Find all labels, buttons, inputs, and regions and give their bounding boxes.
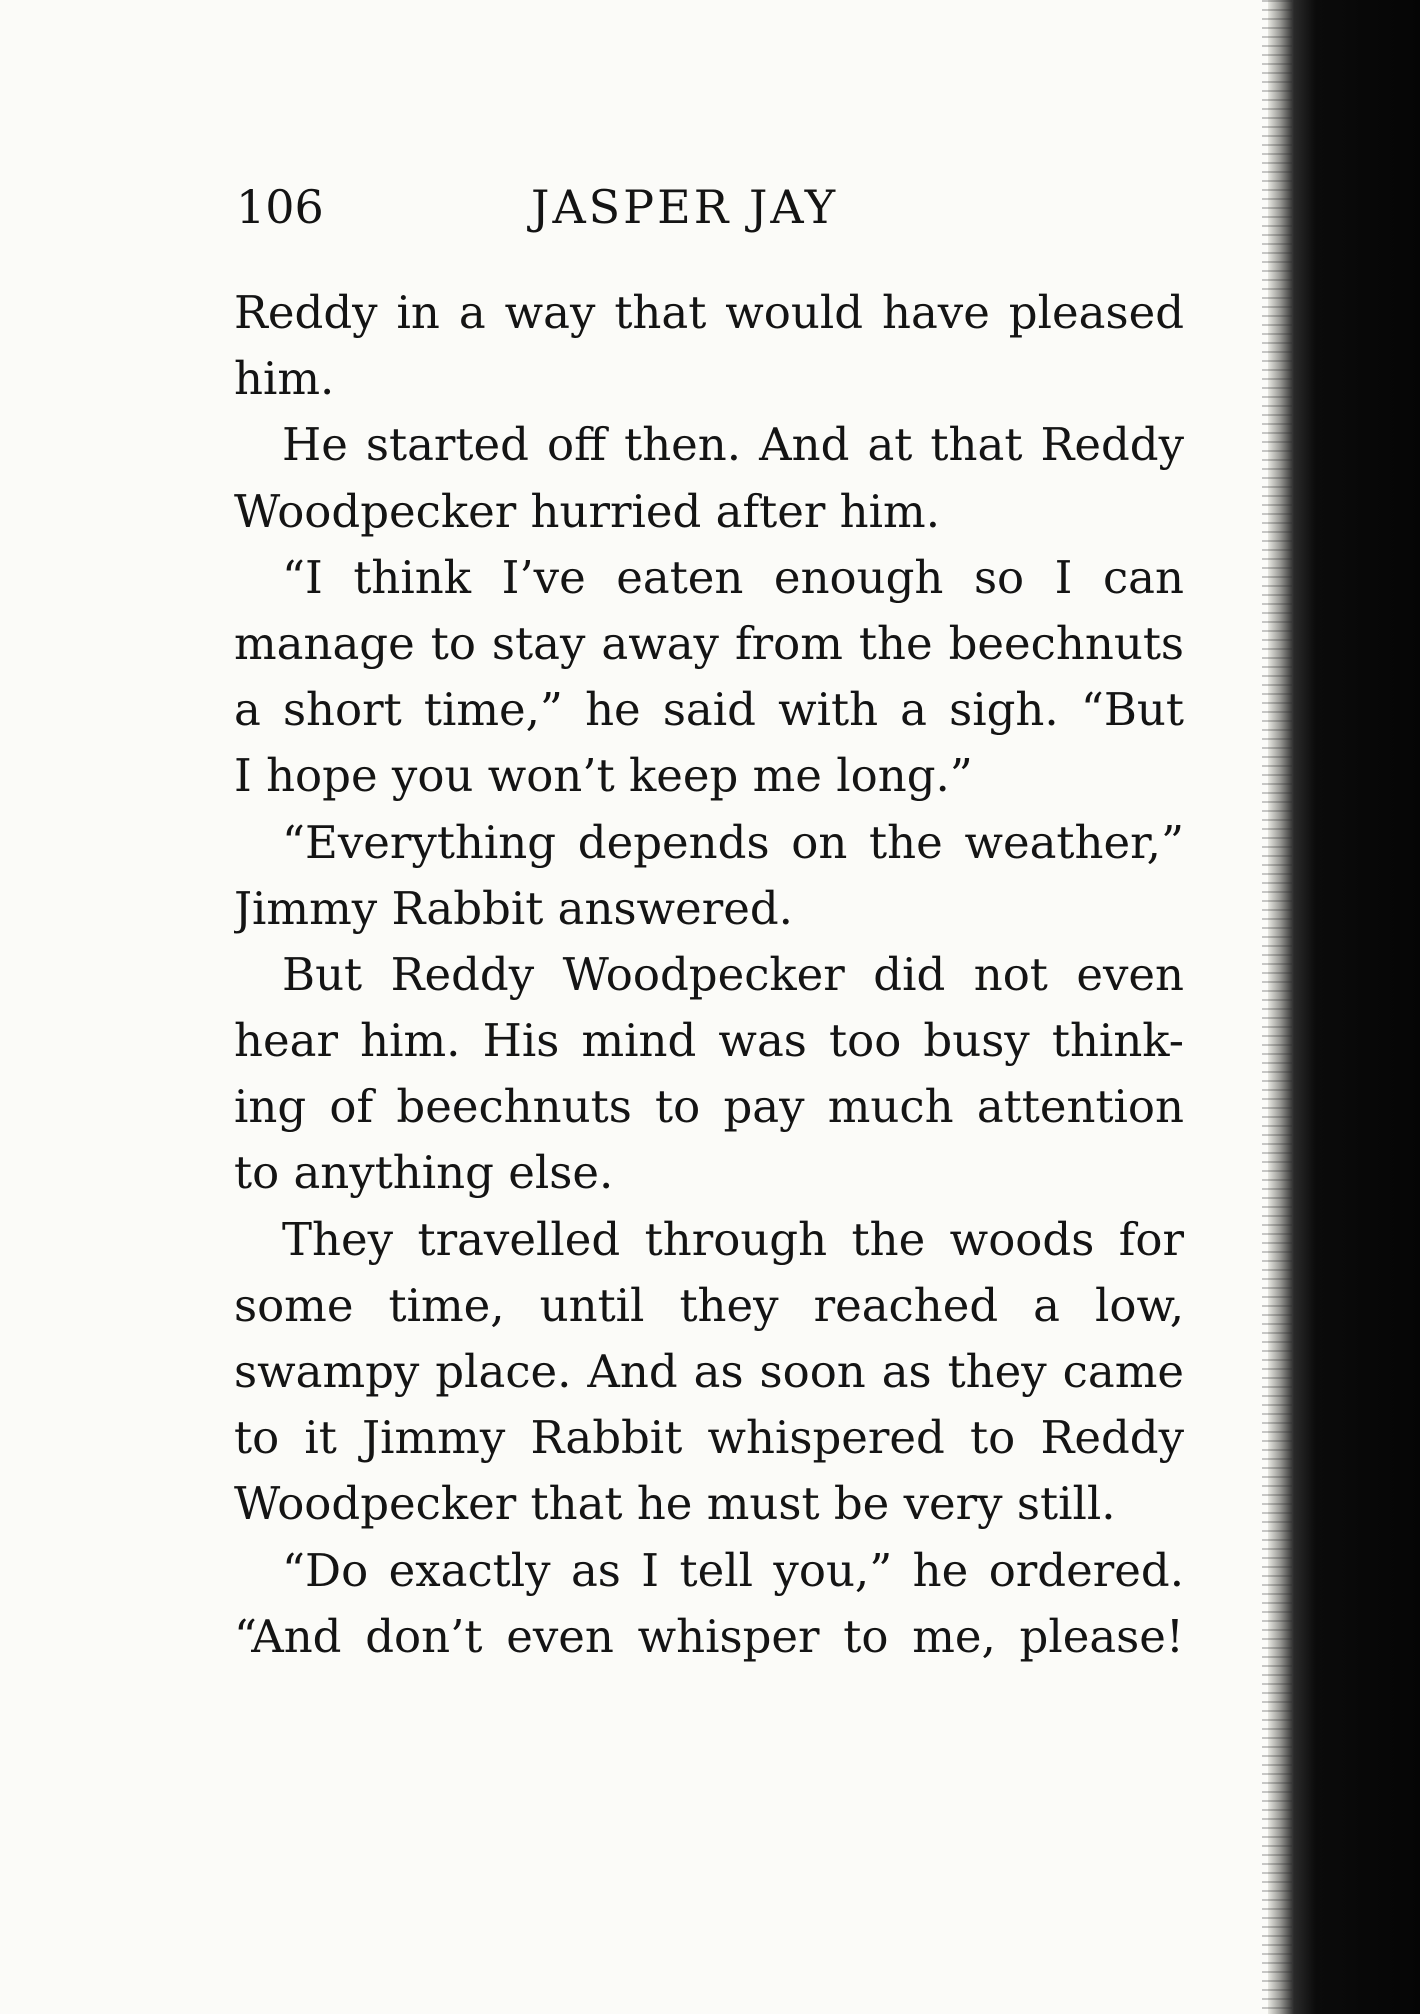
text-line: “Everything depends on the weather,” [282,815,1184,869]
text-line: a short time,” he said with a sigh. “But [234,683,1184,737]
text-line: some time, until they reached a low, [234,1278,1184,1332]
text-line: manage to stay away from the beechnuts [234,616,1184,670]
text-line: Jimmy Rabbit answered. [234,881,793,935]
text-line: swampy place. And as soon as they came [234,1345,1184,1398]
text-line: Woodpecker hurried after him. [234,484,941,538]
text-line: But Reddy Woodpecker did not even [282,947,1184,1001]
text-line: I hope you won’t keep me long.” [234,749,973,803]
page-edge-texture [1262,0,1292,2014]
text-line: “And don’t even whisper to me, please! [234,1609,1184,1663]
text-line: hear him. His mind was too busy think- [234,1014,1184,1068]
text-line: to anything else. [234,1146,614,1200]
book-title: JASPER JAY [531,180,839,234]
text-line: to it Jimmy Rabbit whispered to Reddy [234,1411,1184,1465]
text-line: ing of beechnuts to pay much attention [234,1080,1184,1134]
text-line: Woodpecker that he must be very still. [234,1477,1116,1531]
body-text [234,280,1184,1670]
text-line: “Do exactly as I tell you,” he ordered. [282,1543,1184,1597]
text-line: him. [234,352,335,406]
text-line: “I think I’ve eaten enough so I can [282,550,1184,604]
text-line: They travelled through the woods for [282,1212,1184,1266]
text-line: He started off then. And at that Reddy [282,418,1184,472]
page-number: 106 [236,180,324,234]
text-line: Reddy in a way that would have pleased [234,286,1184,339]
running-head [236,172,1186,242]
